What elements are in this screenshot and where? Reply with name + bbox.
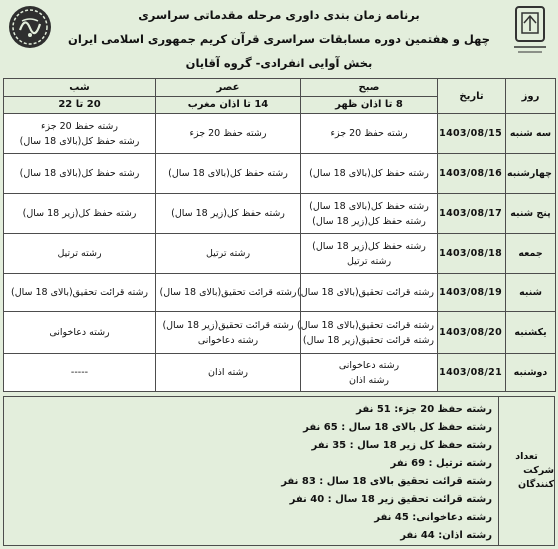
session-entry: رشته دعاخوانی [49,327,110,338]
header-morning-label: صبح [358,82,380,93]
session-entry: رشته حفظ کل(بالای 18 سال) [19,135,140,147]
date-cell: 1403/08/21 [438,354,506,392]
header-title-line2: چهل و هفتمین دوره مسابقات سراسری قرآن کریم جمهوری اسلامی ایران [68,32,490,46]
night-cell [4,312,156,354]
morning-cell [296,274,438,312]
document-header [0,0,558,77]
header-date: تاریخ [438,79,506,114]
participant-count-item: رشته حفظ کل زیر 18 سال : 35 نفر [311,440,492,451]
date-cell: 1403/08/19 [438,274,506,312]
table-row [4,194,556,234]
session-entry: رشته حفظ کل(زیر 18 سال) [312,215,426,227]
date-cell: 1403/08/18 [438,234,506,274]
participant-count-item: رشته حفظ 20 جزء: 51 نفر [356,404,492,415]
header-afternoon-time: 14 تا اذان مغرب [156,96,300,113]
morning-cell [301,234,438,274]
session-entry: ----- [70,367,89,378]
session-entry: رشته حفظ کل(زیر 18 سال) [171,208,285,219]
participant-count-item: رشته اذان: 44 نفر [400,530,492,541]
afternoon-cell [156,234,301,274]
session-entry: رشته دعاخوانی [338,359,400,371]
header-night [4,79,156,114]
morning-cell [301,354,438,392]
participant-count-item: رشته قرائت تحقیق بالای 18 سال : 83 نفر [281,476,492,487]
table-row [4,154,556,194]
afternoon-cell [156,194,301,234]
participants-summary [3,396,555,546]
day-cell: جمعه [506,234,556,274]
participant-count-item: رشته ترتیل : 69 نفر [390,458,492,469]
header-morning-time: 8 تا اذان ظهر [301,96,437,113]
day-cell: چهارشنبه [506,154,556,194]
session-entry: رشته اذان [207,367,248,378]
header-night-time: 20 تا 22 [4,96,155,113]
header-title-line3: بخش آوایی انفرادی- گروه آقایان [185,56,373,70]
header-day: روز [506,79,556,114]
session-entry: رشته قرائت تحقیق(بالای 18 سال) [296,287,434,298]
date-cell: 1403/08/15 [438,114,506,154]
header-morning [301,79,438,114]
calligraphy-logo-icon [7,4,53,50]
participants-label-line1: تعداد [515,451,538,462]
day-cell: یکشنبه [506,312,556,354]
session-entry: رشته حفظ کل(بالای 18 سال) [309,168,429,179]
morning-cell [301,194,438,234]
session-entry: رشته قرائت تحقیق(بالای 18 سال) [296,319,434,331]
date-cell: 1403/08/17 [438,194,506,234]
session-entry: رشته اذان [348,374,389,386]
session-entry: رشته حفظ 20 جزء [330,128,408,139]
participants-label [498,397,554,545]
schedule-table [3,78,556,392]
session-entry: رشته حفظ 20 جزء [41,120,118,132]
night-cell [4,194,156,234]
day-cell: شنبه [506,274,556,312]
participants-label-line2: شرکت کنندگان [518,465,554,490]
table-row [4,234,556,274]
night-cell [4,234,156,274]
participant-count-item: رشته دعاخوانی: 45 نفر [374,512,492,523]
date-cell: 1403/08/20 [438,312,506,354]
night-cell [4,274,156,312]
organization-logo-icon [510,5,550,57]
session-entry: رشته ترتیل [205,248,251,259]
session-entry: رشته حفظ کل(زیر 18 سال) [312,240,426,252]
session-entry: رشته قرائت تحقیق(زیر 18 سال) [302,334,434,346]
participant-count-item: رشته قرائت تحقیق زیر 18 سال : 40 نفر [289,494,492,505]
session-entry: رشته حفظ 20 جزء [189,128,267,139]
session-entry: رشته قرائت تحقیق(بالای 18 سال) [159,287,297,298]
table-row [4,114,556,154]
session-entry: رشته حفظ کل(بالای 18 سال) [309,200,429,212]
day-cell: پنج شنبه [506,194,556,234]
night-cell [4,114,156,154]
header-night-label: شب [69,82,90,93]
header-afternoon [156,79,301,114]
session-entry: رشته قرائت تحقیق(بالای 18 سال) [10,287,148,298]
table-row [4,354,556,392]
participants-list [281,401,492,545]
table-row [4,274,556,312]
morning-cell [296,312,438,354]
morning-cell [301,114,438,154]
header-afternoon-label: عصر [216,82,240,93]
session-entry: رشته حفظ کل(زیر 18 سال) [22,208,137,219]
afternoon-cell [156,354,301,392]
afternoon-cell [156,312,301,354]
afternoon-cell [156,154,301,194]
day-cell: سه شنبه [506,114,556,154]
night-cell [4,154,156,194]
date-cell: 1403/08/16 [438,154,506,194]
session-entry: رشته حفظ کل(بالای 18 سال) [168,168,288,179]
participant-count-item: رشته حفظ کل بالای 18 سال : 65 نفر [303,422,492,433]
session-entry: رشته حفظ کل(بالای 18 سال) [19,168,140,179]
session-entry: رشته ترتیل [57,248,102,259]
table-row [4,312,556,354]
session-entry: رشته دعاخوانی [197,334,259,346]
day-cell: دوشنبه [506,354,556,392]
afternoon-cell [156,274,301,312]
session-entry: رشته قرائت تحقیق(زیر 18 سال) [162,319,294,331]
night-cell [4,354,156,392]
session-entry: رشته ترتیل [346,255,392,267]
morning-cell [301,154,438,194]
afternoon-cell [156,114,301,154]
schedule-body [4,114,556,392]
header-title-line1: برنامه زمان بندی داوری مرحله مقدماتی سراسری [138,8,420,22]
